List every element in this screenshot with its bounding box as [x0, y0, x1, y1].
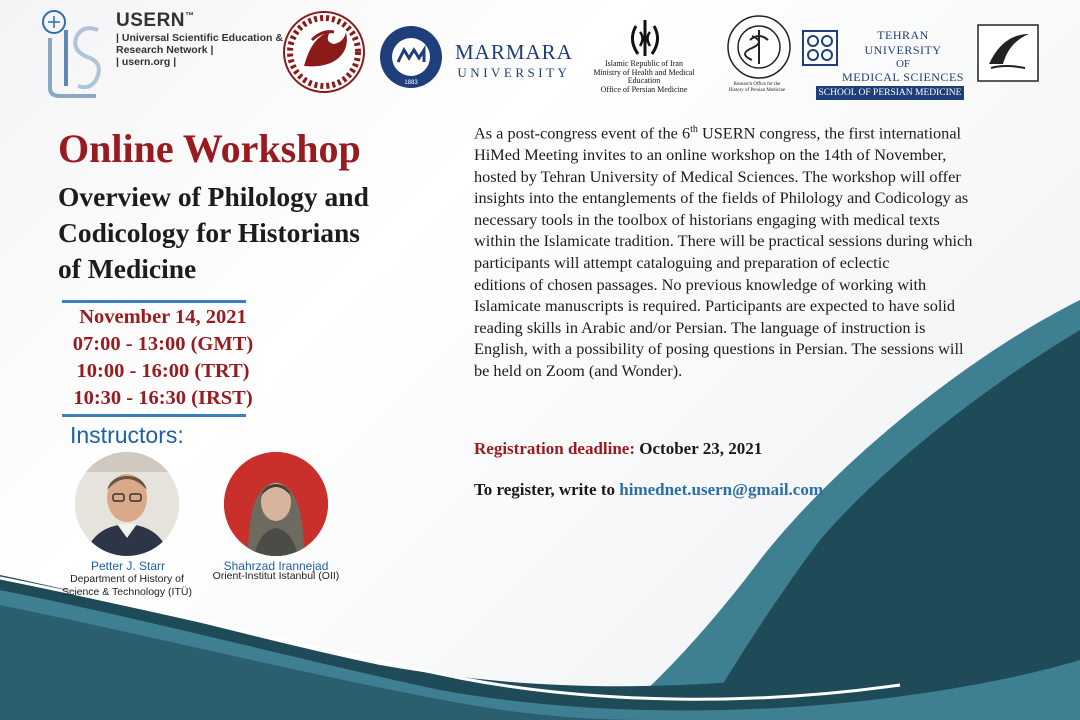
- time-trt: 10:00 - 16:00 (TRT): [76, 360, 250, 382]
- instructor-affiliation-irannejad: [196, 570, 356, 583]
- phoenix-logo-icon: [282, 10, 366, 94]
- event-subtitle: [58, 179, 438, 287]
- instructor-name-irannejad: Shahrzad Irannejad: [223, 559, 329, 573]
- persian-medicine-office-text: [722, 82, 792, 94]
- usern-line-2: Research Network |: [116, 44, 214, 56]
- registration-deadline: [474, 439, 762, 459]
- desc-line-6: within the Islamicate tradition. There will be practical sessions during which: [474, 231, 973, 251]
- aff-starr-line-2: Science & Technology (ITÜ): [62, 585, 192, 598]
- tums-emblem-icon: [802, 30, 838, 66]
- tums-wordmark: [818, 28, 964, 100]
- subtitle-line-2: Codicology for Historians: [58, 217, 360, 248]
- desc-line-10: reading skills in Arabic and/or Persian. The language of instruction is: [474, 317, 926, 337]
- logo-bar: [0, 0, 1080, 110]
- usern-name: USERN: [116, 10, 186, 31]
- marmara-line-1: MARMARA: [455, 40, 573, 64]
- instructor-name-starr: Petter J. Starr: [90, 559, 166, 573]
- desc-line-8: editions of chosen passages. No previous knowledge of working with: [474, 274, 927, 294]
- desc-line-1-sup: th: [690, 124, 698, 135]
- iran-emblem-icon: [626, 18, 664, 60]
- desc-line-11: English, with a possibility of posing questions in Persian. The sessions will: [474, 339, 964, 359]
- instructor-photo-starr: [75, 452, 179, 556]
- iran-ministry-text: [588, 60, 700, 94]
- desc-line-1-rest: USERN congress, the first international: [697, 123, 962, 143]
- usern-logo-icon: [40, 8, 112, 104]
- instructors-label: Instructors:: [70, 422, 184, 448]
- avatar-starr-icon: [75, 452, 179, 556]
- time-gmt: 07:00 - 13:00 (GMT): [72, 333, 254, 355]
- iran-line-1: Islamic Republic of Iran: [605, 59, 683, 68]
- desc-line-7: participants will attempt cataloguing and preparation of eclectic: [474, 252, 890, 272]
- subtitle-line-3: of Medicine: [58, 253, 197, 284]
- book-logo-icon: [977, 24, 1039, 82]
- event-date: November 14, 2021: [79, 306, 247, 328]
- tums-line-1: TEHRAN UNIVERSITY: [864, 28, 942, 57]
- desc-line-9: Islamicate manuscripts is required. Participants are expected to have solid: [474, 296, 956, 316]
- avatar-irannejad-icon: [224, 452, 328, 556]
- desc-line-3: hosted by Tehran University of Medical Sciences. The workshop will offer: [474, 166, 961, 186]
- persian-medicine-office-seal-icon: [726, 14, 792, 80]
- registration-email-link[interactable]: himednet.usern@gmail.com: [619, 480, 824, 499]
- iran-line-3: Office of Persian Medicine: [600, 84, 688, 94]
- desc-line-1-start: As a post-congress event of the 6: [474, 123, 691, 143]
- usern-wordmark: [116, 10, 283, 68]
- aff-starr-line-1: Department of History of: [70, 573, 184, 585]
- registration-deadline-label: Registration deadline:: [474, 439, 636, 458]
- event-header: [58, 125, 438, 287]
- desc-line-4: insights into the entanglements of the fields of Philology and Codicology as: [474, 188, 969, 208]
- tums-line-3: MEDICAL SCIENCES: [842, 70, 964, 84]
- registration-deadline-value: October 23, 2021: [635, 439, 763, 458]
- registration-write-label: To register, write to: [474, 480, 620, 499]
- desc-line-5: necessary tools in the toolbox of historians engaging with medical texts: [474, 209, 940, 229]
- marmara-seal-year: 1883: [404, 80, 418, 86]
- subtitle-line-1: Overview of Philology and: [58, 181, 369, 212]
- usern-line-1: | Universal Scientific Education &: [116, 32, 283, 44]
- date-rule-top: [62, 300, 246, 303]
- persmed-line-2: History of Persian Medicine: [728, 88, 786, 93]
- iran-line-2: Ministry of Health and Medical Education: [593, 67, 695, 85]
- instructor-affiliation-starr: [52, 573, 202, 598]
- marmara-seal-icon: [378, 24, 444, 90]
- registration-contact: [474, 480, 823, 500]
- time-irst: 10:30 - 16:30 (IRST): [73, 387, 253, 409]
- aff-irannejad-line-1: Orient-Institut Istanbul (OII): [212, 570, 340, 582]
- workshop-description: [474, 119, 1039, 382]
- marmara-line-2: UNIVERSITY: [457, 65, 571, 80]
- tums-line-2: OF: [895, 58, 911, 70]
- usern-tm: ™: [185, 10, 195, 21]
- desc-line-1: [474, 119, 1039, 144]
- event-dates: [58, 304, 268, 412]
- usern-line-3: | usern.org |: [116, 56, 177, 68]
- persmed-line-1: Research Office for the: [733, 82, 781, 87]
- desc-line-12: be held on Zoom (and Wonder).: [474, 360, 683, 380]
- instructor-photo-irannejad: [224, 452, 328, 556]
- date-rule-bottom: [62, 414, 246, 417]
- event-title: Online Workshop: [58, 126, 361, 171]
- tums-line-4: SCHOOL OF PERSIAN MEDICINE: [816, 86, 964, 100]
- desc-line-2: HiMed Meeting invites to an online workshop on the 14th of November,: [474, 145, 947, 165]
- marmara-wordmark: [455, 40, 573, 81]
